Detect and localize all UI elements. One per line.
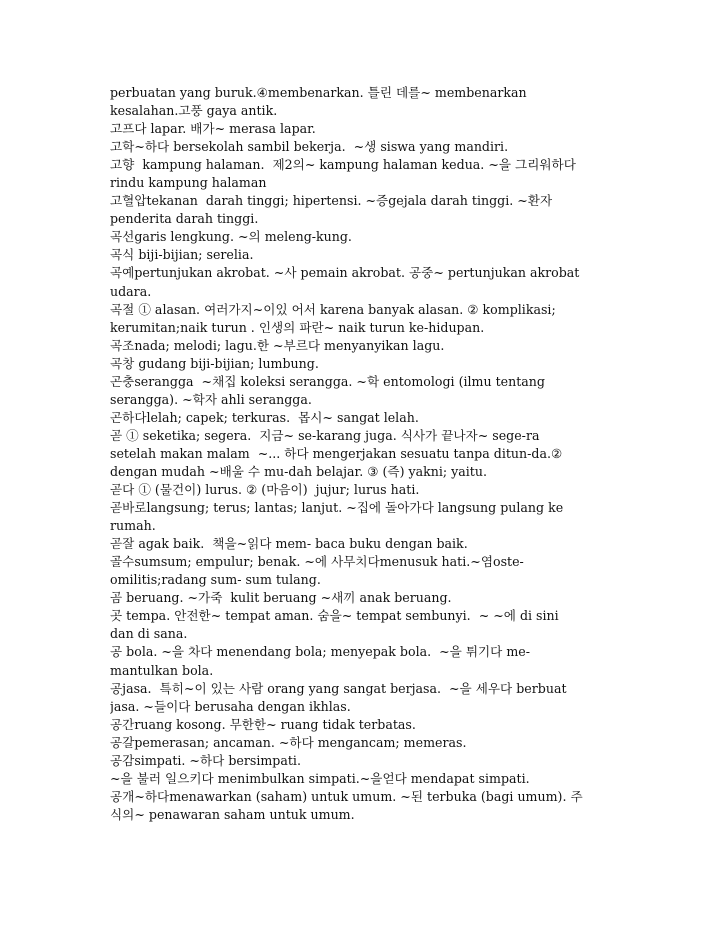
text-line: 곰 beruang. ~가죽 kulit beruang ~새끼 anak beruang.	[110, 590, 452, 606]
text-line: 곧바로langsung; terus; lantas; lanjut. ~집에 돌아가다 langsung pulang ke	[110, 500, 564, 516]
text-line: jasa. ~들이다 berusaha dengan ikhlas.	[110, 698, 351, 714]
text-line: kesalahan.고풍 gaya antik.	[110, 103, 278, 119]
text-line: 공 bola. ~을 차다 menendang bola; menyepak bola. ~을 튀기다 me-	[110, 644, 530, 660]
text-line: omilitis;radang sum- sum tulang.	[110, 572, 321, 588]
text-line: 곡창 gudang biji-bijian; lumbung.	[110, 355, 319, 371]
text-line: 곳 tempa. 안전한~ tempat aman. 숨을~ tempat sembunyi. ~ ~에 di sini	[110, 608, 559, 624]
dictionary-text	[110, 84, 615, 824]
text-line: 곤충serangga ~채집 koleksi serangga. ~학 entomologi (ilmu tentang	[110, 373, 545, 389]
text-line: 곧 ① seketika; segera. 지금~ se-karang juga. 식사가 끝나자~ sege-ra	[110, 427, 540, 443]
text-line: 공개~하다menawarkan (saham) untuk umum. ~된 terbuka (bagi umum). 주	[110, 788, 583, 804]
text-line: 고프다 lapar. 배가~ merasa lapar.	[110, 121, 316, 137]
text-line: mantulkan bola.	[110, 662, 214, 678]
text-line: 공감simpati. ~하다 bersimpati.	[110, 752, 301, 768]
text-line: dan di sana.	[110, 626, 188, 642]
text-line: setelah makan malam ~... 하다 mengerjakan sesuatu tanpa ditun-da.②	[110, 445, 563, 461]
text-line: penderita darah tinggi.	[110, 211, 259, 227]
text-line: 곧다 ① (물건이) lurus. ② (마음이) jujur; lurus hati.	[110, 482, 420, 498]
text-line: dengan mudah ~배울 수 mu-dah belajar. ③ (즉) yakni; yaitu.	[110, 463, 487, 479]
text-line: 곡식 biji-bijian; serelia.	[110, 247, 254, 263]
text-line: 골수sumsum; empulur; benak. ~에 사무치다menusuk hati.~염oste-	[110, 554, 524, 570]
text-line: rindu kampung halaman	[110, 175, 267, 191]
text-line: 곧잘 agak baik. 책을~읽다 mem- baca buku dengan baik.	[110, 536, 468, 552]
text-line: 곡조nada; melodi; lagu.한 ~부르다 menyanyikan lagu.	[110, 337, 445, 353]
text-line: 고혈압tekanan darah tinggi; hipertensi. ~증gejala darah tinggi. ~환자	[110, 193, 553, 209]
text-line: 곡예pertunjukan akrobat. ~사 pemain akrobat. 공중~ pertunjukan akrobat	[110, 265, 580, 281]
text-line: 식의~ penawaran saham untuk umum.	[110, 806, 355, 822]
text-line: 공간ruang kosong. 무한한~ ruang tidak terbatas.	[110, 716, 416, 732]
text-line: serangga). ~학자 ahli serangga.	[110, 391, 312, 407]
text-line: perbuatan yang buruk.④membenarkan. 틀린 데를~ membenarkan	[110, 85, 527, 100]
text-line: 곡선garis lengkung. ~의 meleng-kung.	[110, 229, 352, 245]
text-line: kerumitan;naik turun . 인생의 파란~ naik turun ke-hidupan.	[110, 319, 485, 335]
text-line: 고향 kampung halaman. 제2의~ kampung halaman kedua. ~을 그리워하다	[110, 157, 576, 173]
text-line: 곡절 ① alasan. 여러가지~이있 어서 karena banyak alasan. ② komplikasi;	[110, 301, 556, 317]
text-line: rumah.	[110, 518, 156, 534]
text-line: 곤하다lelah; capek; terkuras. 몹시~ sangat lelah.	[110, 409, 419, 425]
text-line: 공갈pemerasan; ancaman. ~하다 mengancam; memeras.	[110, 734, 467, 750]
text-line: 고학~하다 bersekolah sambil bekerja. ~생 siswa yang mandiri.	[110, 139, 509, 155]
text-line: udara.	[110, 283, 152, 299]
text-line: 공jasa. 특히~이 있는 사람 orang yang sangat berjasa. ~을 세우다 berbuat	[110, 680, 567, 696]
text-line: ~을 불러 일으키다 menimbulkan simpati.~을얻다 mendapat simpati.	[110, 770, 530, 786]
